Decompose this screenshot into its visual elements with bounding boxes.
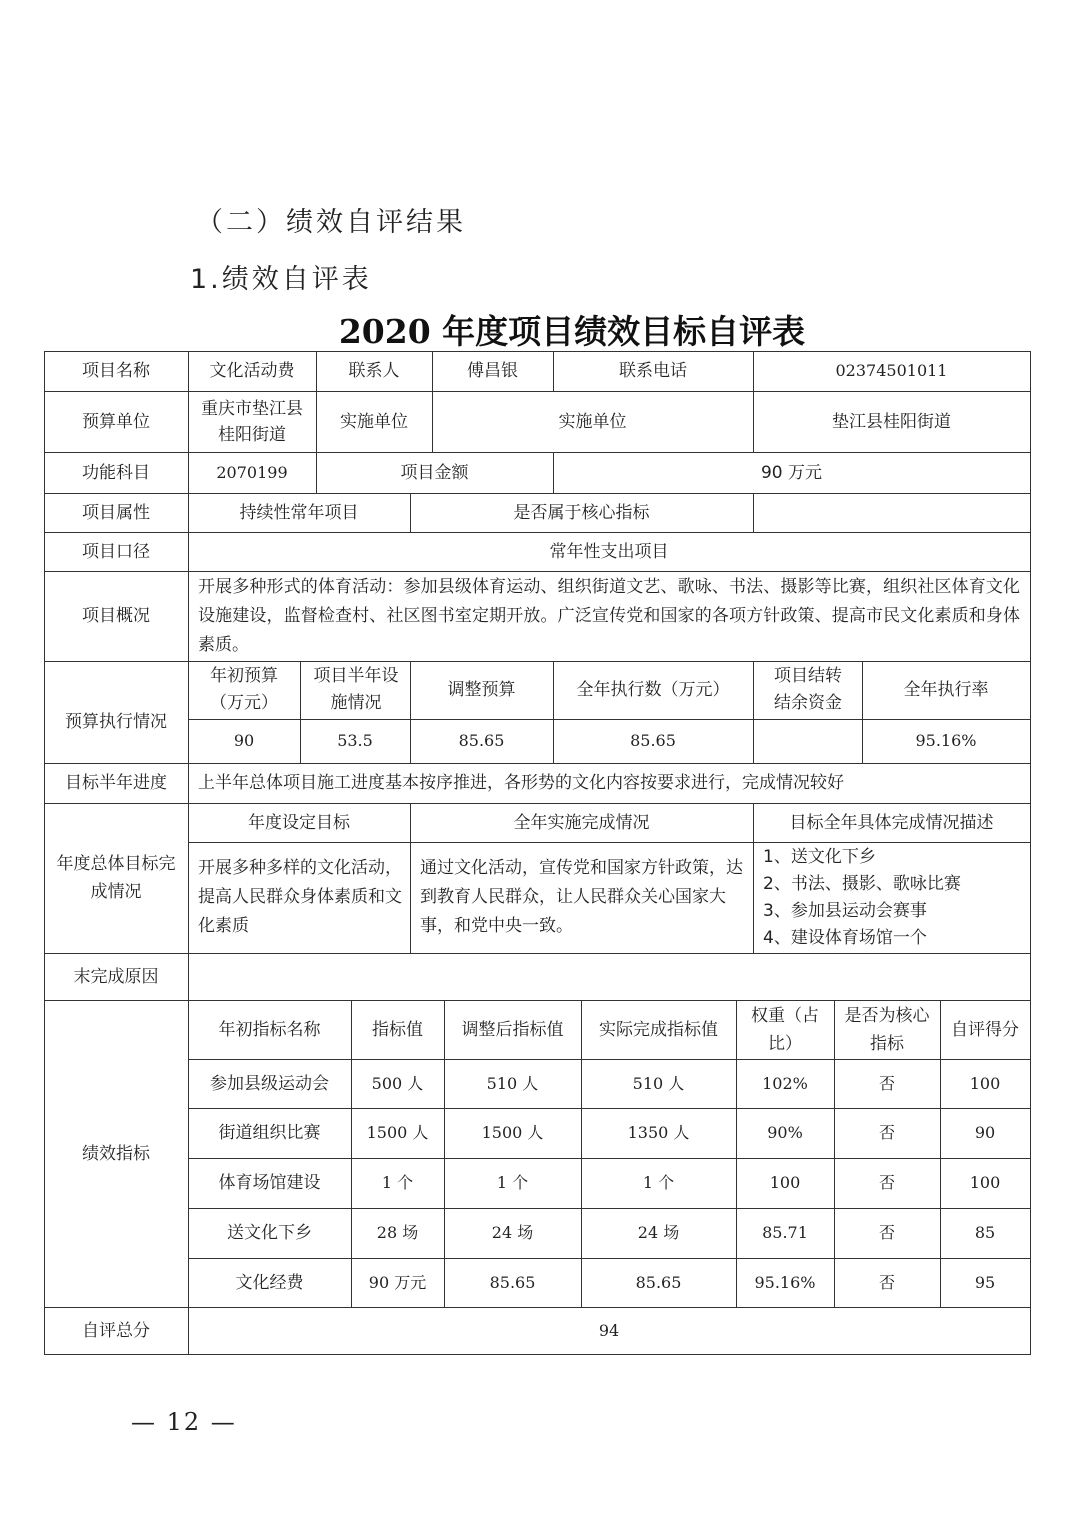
indicator-cell: 90 万元 — [368, 1272, 427, 1292]
indicator-cell: 1 个 — [381, 1173, 414, 1192]
attribute-label: 项目属性 — [82, 502, 150, 523]
indicator-cell: 85.65 — [635, 1272, 682, 1292]
indicator-cell: 24 场 — [637, 1223, 680, 1242]
indicator-cell: 85 — [974, 1223, 996, 1242]
annual-header: 全年实施完成情况 — [513, 812, 650, 833]
indicator-header: 自评得分 — [951, 1019, 1019, 1040]
budget-value — [753, 719, 862, 763]
incomplete-text — [188, 953, 1030, 1000]
indicator-cell: 102% — [762, 1073, 808, 1093]
indicator-cell: 500 人 — [371, 1073, 424, 1093]
indicator-cell: 100 — [969, 1073, 1001, 1093]
impl-unit-label: 实施单位 — [340, 411, 408, 432]
indicator-header: 是否为核心指标 — [844, 1005, 930, 1054]
impl-unit-label-2: 实施单位 — [558, 411, 627, 432]
budget-value: 53.5 — [337, 731, 373, 750]
budget-header: 年初预算（万元） — [210, 666, 278, 713]
contact-label: 联系人 — [348, 361, 400, 381]
annual-description — [753, 842, 1030, 953]
budget-unit-value: 重庆市垫江县桂阳街道 — [201, 398, 303, 445]
caliber-label: 项目口径 — [82, 541, 150, 562]
core-value — [753, 493, 1030, 532]
indicator-cell: 28 场 — [376, 1223, 419, 1242]
contact-value: 傅昌银 — [467, 361, 518, 381]
attribute-value: 持续性常年项目 — [239, 502, 359, 523]
phone-value: 02374501011 — [835, 361, 948, 380]
function-label: 功能科目 — [82, 462, 150, 483]
amount-value: 90 万元 — [760, 462, 823, 483]
indicator-cell: 85.65 — [489, 1272, 536, 1292]
budget-label: 预算执行情况 — [65, 712, 167, 732]
total-value: 94 — [598, 1320, 620, 1340]
indicator-cell: 24 场 — [491, 1223, 534, 1242]
table-title: 2020 年度项目绩效目标自评表 — [338, 312, 806, 351]
budget-header: 项目半年设施情况 — [313, 666, 399, 713]
annual-header: 目标全年具体完成情况描述 — [789, 812, 994, 833]
indicator-cell: 1350 人 — [627, 1123, 690, 1142]
budget-value: 85.65 — [458, 731, 505, 750]
indicator-cell: 510 人 — [486, 1073, 539, 1093]
indicator-cell: 100 — [969, 1173, 1001, 1192]
indicator-header: 实际完成指标值 — [599, 1019, 718, 1040]
section-heading: （二）绩效自评结果 — [196, 207, 466, 238]
description-item: 3、参加县运动会赛事 — [763, 900, 927, 921]
half-year-text: 上半年总体项目施工进度基本按序推进，各形势的文化内容按要求进行，完成情况较好 — [198, 773, 844, 793]
indicator-header: 调整后指标值 — [461, 1019, 564, 1040]
subsection-heading: 1.绩效自评表 — [190, 264, 372, 295]
half-year-label: 目标半年进度 — [65, 773, 167, 793]
indicator-cell: 1 个 — [496, 1173, 529, 1192]
incomplete-label: 末完成原因 — [73, 966, 159, 987]
overview-text: 开展多种形式的体育活动：参加县级体育运动、组织街道文艺、歌咏、书法、摄影等比赛，组织社区体育文化设施建设，监督检查村、社区图书室定期开放。广泛宣传党和国家的各项方针政策、提高市民文化素质和身体素质。 — [198, 576, 1020, 655]
function-code: 2070199 — [216, 462, 288, 482]
phone-label: 联系电话 — [619, 361, 687, 381]
budget-header: 项目结转结余资金 — [774, 666, 842, 713]
amount-label: 项目金额 — [400, 462, 469, 483]
indicator-cell: 95 — [974, 1272, 996, 1292]
indicator-name: 街道组织比赛 — [218, 1123, 321, 1143]
indicator-name: 文化经费 — [235, 1272, 304, 1293]
indicator-header: 年初指标名称 — [218, 1019, 321, 1040]
indicators-label: 绩效指标 — [82, 1143, 150, 1164]
indicator-name: 参加县级运动会 — [210, 1073, 329, 1094]
description-item: 2、书法、摄影、歌咏比赛 — [763, 873, 961, 894]
indicator-cell: 1 个 — [642, 1173, 675, 1192]
indicator-cell: 90% — [767, 1123, 803, 1142]
impl-unit-value: 垫江县桂阳街道 — [832, 411, 951, 432]
indicator-cell: 否 — [878, 1123, 895, 1142]
page-number: — 12 — — [131, 1408, 237, 1436]
indicator-cell: 90 — [974, 1123, 996, 1142]
indicator-cell: 1500 人 — [481, 1123, 544, 1142]
annual-header: 年度设定目标 — [248, 812, 350, 833]
indicator-name: 体育场馆建设 — [218, 1173, 321, 1193]
indicator-cell: 否 — [878, 1173, 895, 1192]
indicator-cell: 95.16% — [754, 1272, 816, 1292]
core-label: 是否属于核心指标 — [513, 502, 650, 523]
project-name-label: 项目名称 — [82, 361, 150, 381]
caliber-value: 常年性支出项目 — [549, 541, 669, 562]
indicator-name: 送文化下乡 — [227, 1223, 312, 1243]
budget-header: 调整预算 — [447, 680, 516, 700]
total-label: 自评总分 — [82, 1320, 150, 1341]
description-item: 1、送文化下乡 — [763, 846, 876, 867]
annual-completion: 通过文化活动，宣传党和国家方针政策，达到教育人民群众，让人民群众关心国家大事，和党中央一致。 — [420, 858, 743, 936]
description-item: 4、建设体育场馆一个 — [763, 927, 927, 948]
indicator-header: 指标值 — [372, 1019, 423, 1040]
budget-value: 85.65 — [630, 731, 676, 750]
indicator-cell: 否 — [878, 1073, 895, 1093]
overview-label: 项目概况 — [82, 606, 150, 626]
budget-value: 90 — [233, 731, 255, 750]
indicator-cell: 100 — [769, 1173, 801, 1192]
indicator-cell: 85.71 — [762, 1223, 808, 1242]
project-name-value: 文化活动费 — [209, 361, 295, 381]
budget-unit-label: 预算单位 — [82, 411, 150, 432]
indicator-cell: 否 — [878, 1223, 895, 1242]
annual-label: 年度总体目标完成情况 — [56, 854, 176, 902]
indicator-header: 权重（占比） — [751, 1005, 819, 1054]
budget-header: 全年执行数（万元） — [576, 680, 730, 700]
annual-target: 开展多种多样的文化活动，提高人民群众身体素质和文化素质 — [198, 858, 402, 936]
budget-header: 全年执行率 — [903, 680, 989, 700]
indicator-cell: 510 人 — [632, 1073, 685, 1093]
indicator-cell: 否 — [878, 1272, 895, 1292]
indicator-cell: 1500 人 — [366, 1123, 429, 1142]
budget-value: 95.16% — [915, 731, 977, 750]
